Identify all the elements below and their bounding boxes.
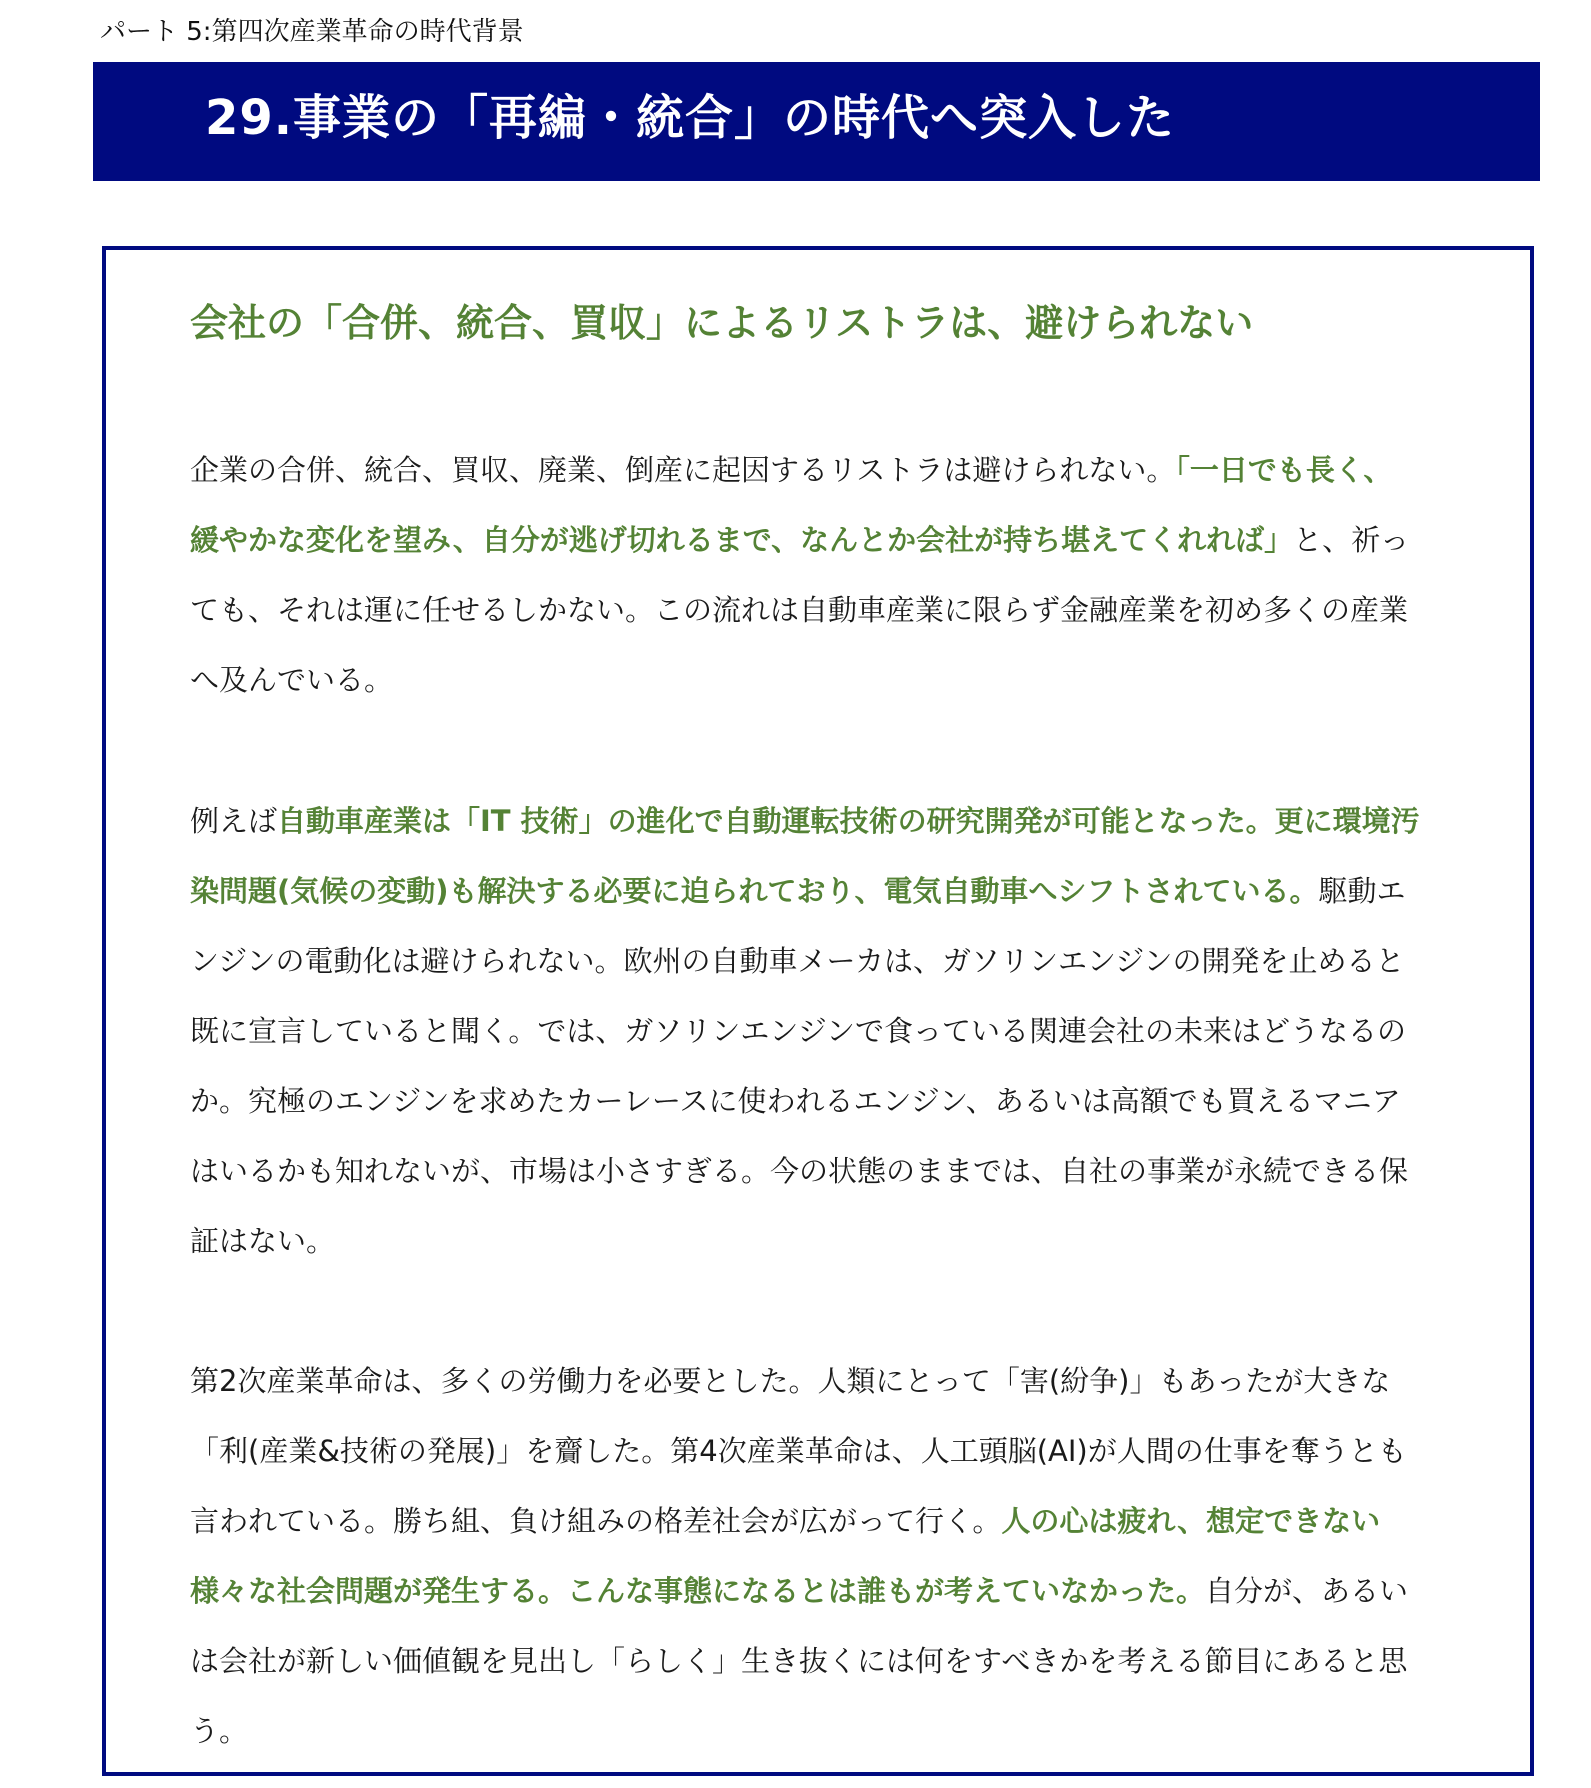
- page-title: 29.事業の「再編・統合」の時代へ突入した: [205, 90, 1176, 146]
- paragraph-1: [190, 435, 1420, 715]
- paragraph-2-highlight: 自動車産業は「IT 技術」の進化で自動運転技術の研究開発が可能となった。更に環境汚染問題(気候の変動)も解決する必要に迫られており、電気自動車へシフトされている。: [190, 804, 1420, 908]
- paragraph-2-text-1: 例えば: [190, 804, 278, 838]
- paragraph-3-highlight: 人の心は疲れ、想定できない様々な社会問題が発生する。こんな事態になるとは誰もが考えていなかった。: [190, 1504, 1381, 1608]
- paragraph-1-text-2: と、祈っても、それは運に任せるしかない。この流れは自動車産業に限らず金融産業を初め多くの産業へ及んでいる。: [190, 523, 1410, 697]
- paragraph-2: [190, 786, 1420, 1276]
- content-box: [102, 246, 1534, 1776]
- paragraph-1-highlight: 「一日でも長く、緩やかな変化を望み、自分が逃げ切れるまで、なんとか会社が持ち堪えてくれれば」: [190, 453, 1393, 557]
- part-label: パート 5:第四次産業革命の時代背景: [100, 17, 524, 47]
- section-subtitle: 会社の「合併、統合、買収」によるリストラは、避けられない: [190, 301, 1254, 345]
- title-bar-underline: [93, 168, 1540, 181]
- paragraph-2-text-2: 駆動エンジンの電動化は避けられない。欧州の自動車メーカは、ガソリンエンジンの開発を止めると既に宣言していると聞く。では、ガソリンエンジンで食っている関連会社の未来はどうなるのか。究極のエンジンを求めたカーレースに使われるエンジン、あるいは高額でも買えるマニアはいるかも知れないが、市場は小さすぎる。今の状態のままでは、自社の事業が永続できる保証はない。: [190, 874, 1409, 1258]
- paragraph-3: [190, 1346, 1420, 1766]
- paragraph-3-text-2: 自分が、あるいは会社が新しい価値観を見出し「らしく」生き抜くには何をすべきかを考える節目にあると思う。: [190, 1574, 1409, 1748]
- paragraph-3-text-1: 第2次産業革命は、多くの労働力を必要とした。人類にとって「害(紛争)」もあったが大きな「利(産業&技術の発展)」を齎した。第4次産業革命は、人工頭脳(AI)が人間の仕事を奪うとも言われている。勝ち組、負け組みの格差社会が広がって行く。: [190, 1364, 1407, 1538]
- title-bar: [93, 62, 1540, 174]
- paragraph-1-text-1: 企業の合併、統合、買収、廃業、倒産に起因するリストラは避けられない。: [190, 453, 1176, 487]
